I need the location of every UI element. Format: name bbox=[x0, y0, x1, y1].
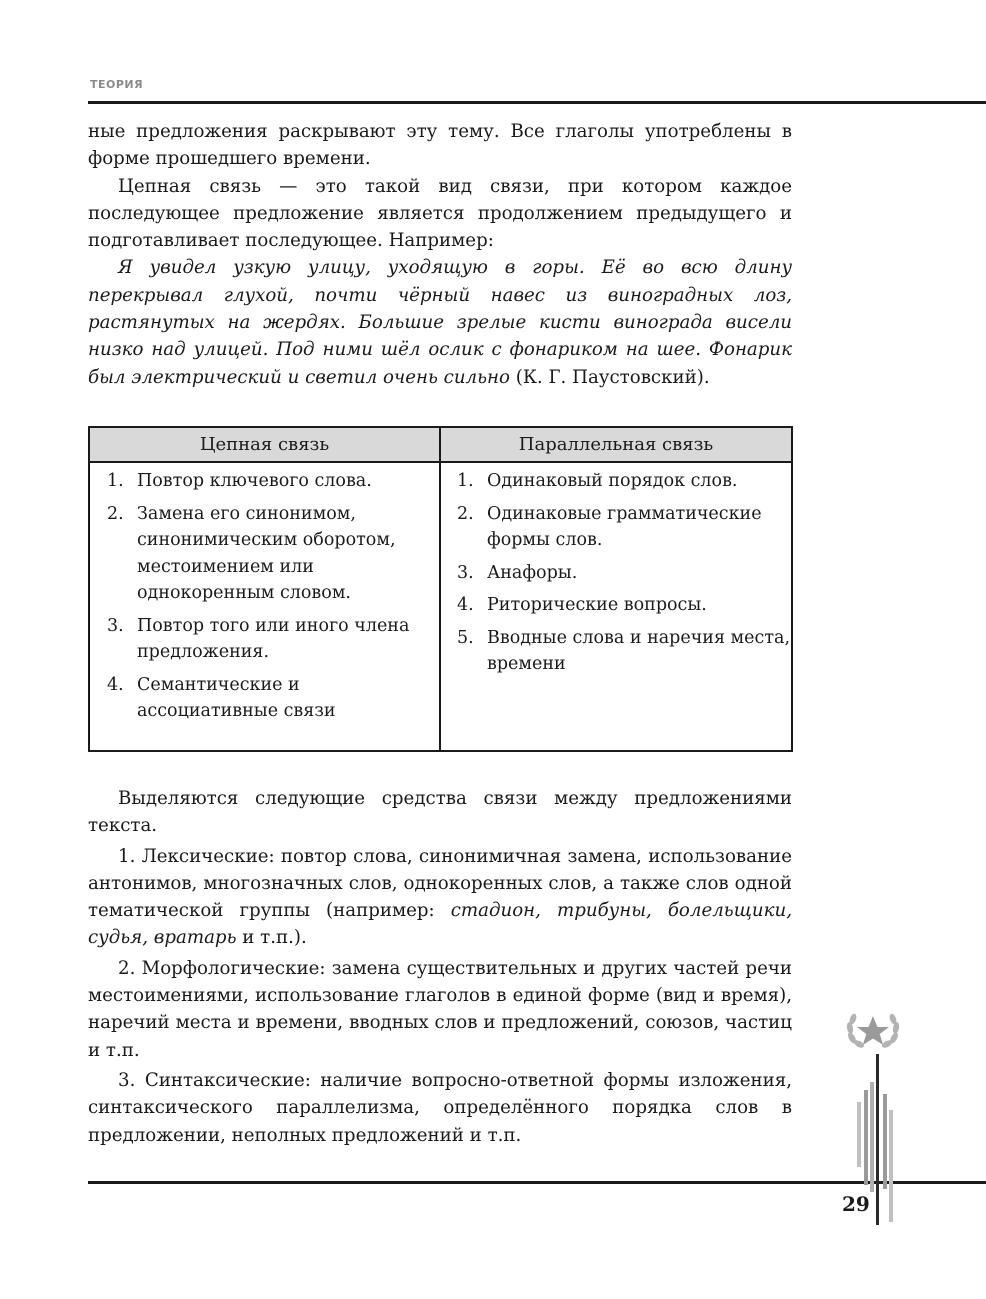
chain-list bbox=[107, 468, 439, 725]
means-block bbox=[88, 785, 792, 1152]
table-header-parallel: Параллельная связь bbox=[441, 428, 791, 463]
list-item bbox=[457, 468, 791, 495]
lexical-tail: и т.п.). bbox=[236, 927, 307, 949]
list-item-text: Семантические и ассоциативные связи bbox=[137, 674, 336, 721]
lexical-text: 1. Лексические: повтор слова, синонимичная замена, использование антонимов, многозначных слов, однокоренных слов, а также слов одной тематической группы (например: bbox=[88, 845, 792, 922]
list-item-text: Одинаковый порядок слов. bbox=[487, 471, 738, 491]
list-item bbox=[457, 625, 791, 678]
list-item-number: 1. bbox=[107, 471, 124, 491]
example-quote bbox=[88, 254, 792, 390]
list-item-number: 2. bbox=[457, 503, 474, 524]
example-text: Я увидел узкую улицу, уходящую в горы. Её во всю длину перекрывал глухой, почти чёрный навес из виноградных лоз, растянутых на жердях. Большие зрелые кисти винограда висели низко над улицей. Под ними шёл ослик с фонариком на шее. Фонарик был электрический и светил очень сильно bbox=[88, 257, 792, 388]
paragraph-morphological: 2. Морфологические: замена существительных и других частей речи местоимениями, использование глаголов в единой форме (вид и время), наречий места и времени, вводных слов и предложений, союзов, частиц и т.п. bbox=[88, 957, 792, 1061]
list-item-text: Повтор ключевого слова. bbox=[137, 471, 372, 491]
list-item bbox=[457, 560, 791, 587]
table-column-parallel bbox=[441, 463, 791, 750]
list-item-text: Повтор того или иного члена предложения. bbox=[137, 615, 410, 662]
lexical-examples: стадион, трибуны, болельщики, судья, вратарь bbox=[88, 900, 792, 949]
list-item bbox=[107, 613, 439, 666]
star-laurel-icon bbox=[842, 1010, 904, 1225]
example-author: (К. Г. Паустовский). bbox=[509, 366, 710, 388]
list-item-text: Замена его синонимом, синонимическим оборотом, местоимением или однокоренным словом. bbox=[137, 503, 396, 603]
list-item-number: 2. bbox=[107, 503, 124, 524]
paragraph-lexical bbox=[88, 843, 792, 952]
list-item-number: 3. bbox=[107, 615, 124, 636]
list-item bbox=[107, 672, 439, 725]
paragraph-syntactic: 3. Синтаксические: наличие вопросно-ответной формы изложения, синтаксического параллелизма, определённого порядка слов в предложении, неполных предложений и т.п. bbox=[88, 1069, 792, 1146]
intro-block bbox=[88, 118, 792, 391]
list-item bbox=[457, 592, 791, 619]
list-item-number: 3. bbox=[457, 562, 474, 583]
header-rule bbox=[88, 101, 986, 104]
list-item-text: Анафоры. bbox=[487, 562, 578, 583]
list-item-text: Одинаковые грамматические формы слов. bbox=[487, 503, 762, 550]
comparison-table bbox=[88, 426, 793, 752]
table-column-chain bbox=[90, 463, 441, 750]
list-item bbox=[457, 501, 791, 554]
paragraph-chain-definition: Цепная связь — это такой вид связи, при котором каждое последующее предложение является продолжением предыдущего и подготавливает последующее. Например: bbox=[88, 175, 792, 252]
paragraph-means-intro: Выделяются следующие средства связи между предложениями текста. bbox=[88, 788, 792, 837]
list-item-number: 4. bbox=[107, 674, 124, 695]
table-header-chain: Цепная связь bbox=[90, 428, 441, 463]
page-number: 29 bbox=[842, 1192, 870, 1216]
list-item bbox=[107, 468, 439, 495]
list-item-number: 5. bbox=[457, 627, 474, 648]
list-item-number: 1. bbox=[457, 471, 474, 491]
list-item-text: Риторические вопросы. bbox=[487, 595, 707, 615]
list-item-text: Вводные слова и наречия места, времени bbox=[487, 627, 791, 674]
paragraph-continuation: ные предложения раскрывают эту тему. Все глаголы употреблены в форме прошедшего времени. bbox=[88, 121, 792, 170]
parallel-list bbox=[457, 468, 791, 678]
list-item-number: 4. bbox=[457, 595, 474, 615]
section-label: ТЕОРИЯ bbox=[90, 78, 144, 91]
list-item bbox=[107, 501, 439, 607]
